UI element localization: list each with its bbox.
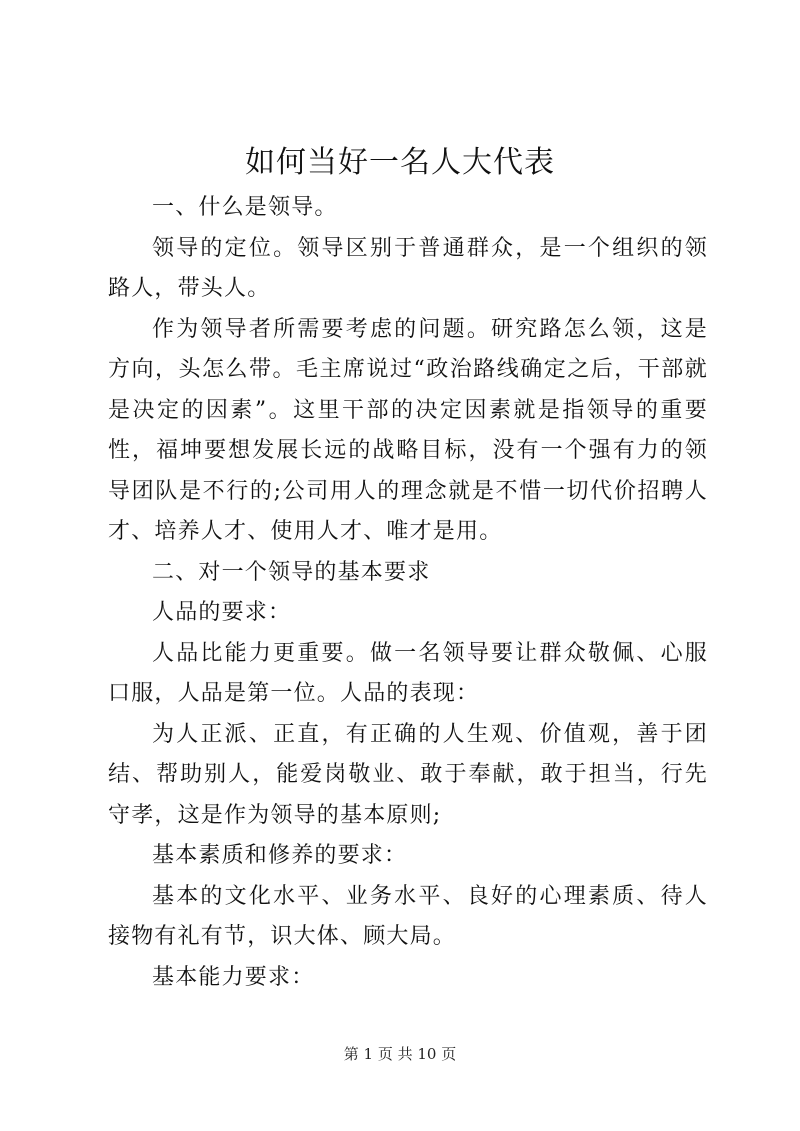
paragraph: 基本的文化水平、业务水平、良好的心理素质、待人接物有礼有节，识大体、顾大局。 (108, 883, 708, 949)
paragraph: 为人正派、正直，有正确的人生观、价值观，善于团结、帮助别人，能爱岗敬业、敢于奉献，敢于担当，行先守孝，这是作为领导的基本原则; (108, 721, 708, 828)
document-body (108, 188, 708, 998)
paragraph: 人品比能力更重要。做一名领导要让群众敬佩、心服口服，人品是第一位。人品的表现： (108, 640, 708, 706)
section-heading-2: 二、对一个领导的基本要求 (152, 559, 431, 585)
paragraph: 领导的定位。领导区别于普通群众，是一个组织的领路人，带头人。 (108, 235, 708, 301)
subheading: 基本能力要求： (152, 964, 315, 990)
subheading: 基本素质和修养的要求： (152, 843, 408, 868)
subheading: 人品的要求： (152, 600, 292, 625)
document-title: 如何当好一名人大代表 (245, 145, 555, 180)
section-heading-1: 一、什么是领导。 (152, 195, 338, 220)
paragraph: 作为领导者所需要考虑的问题。研究路怎么领，这是方向，头怎么带。毛主席说过“政治路线确定之后，干部就是决定的因素”。这里干部的决定因素就是指领导的重要性，福坤要想发展长远的战略目标，没有一个强有力的领导团队是不行的;公司用人的理念就是不惜一切代价招聘人才、培养人才、使用人才、唯才是用。 (108, 316, 708, 544)
page-footer: 第 1 页 共 10 页 (343, 1045, 457, 1063)
